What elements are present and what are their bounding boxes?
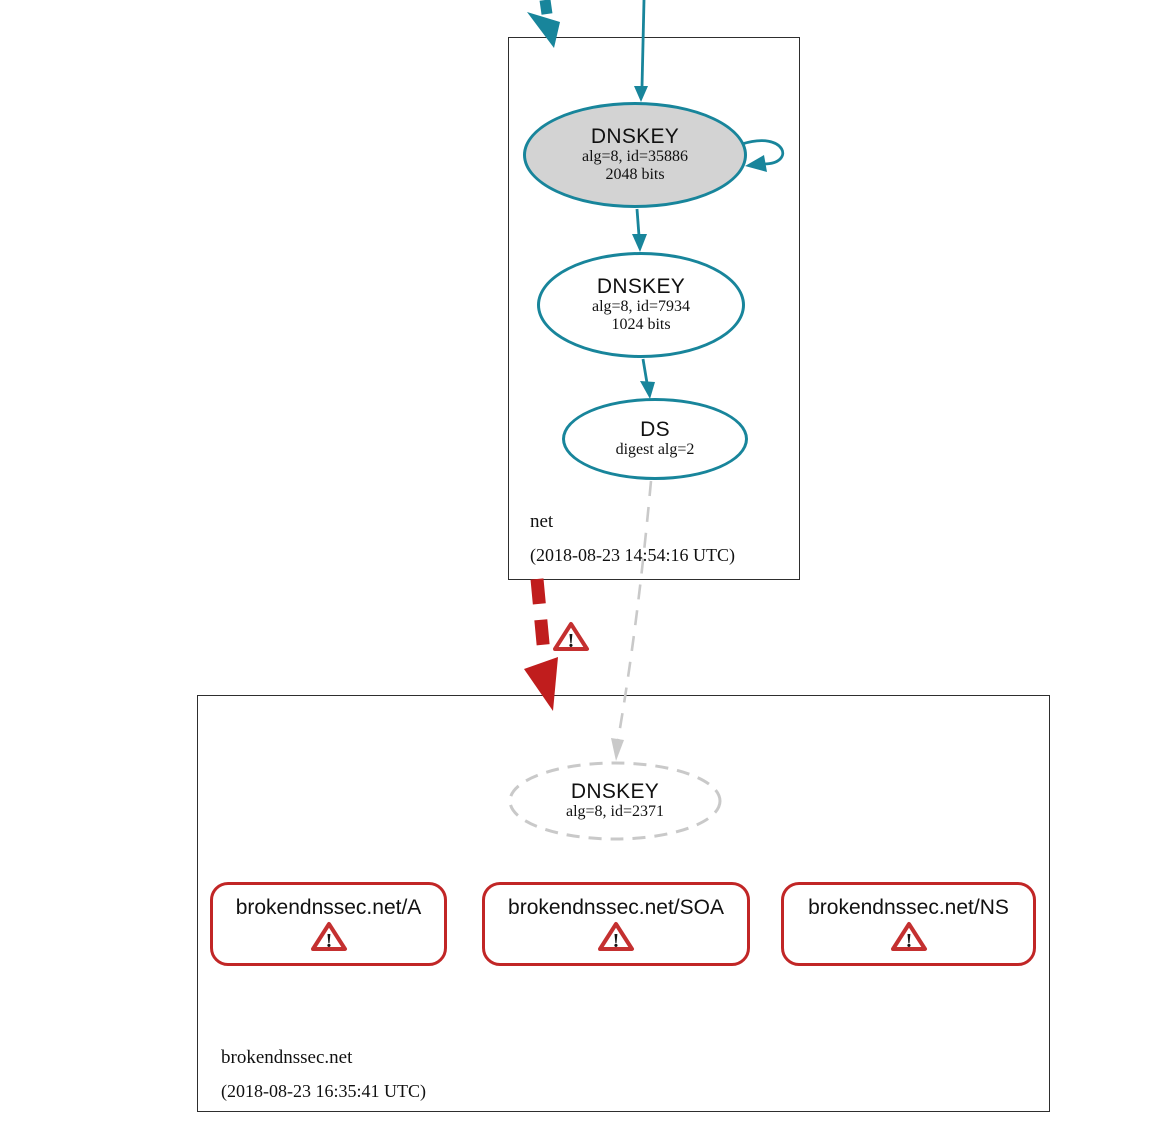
node-title: DNSKEY: [590, 125, 680, 149]
edge-zsk-to-ds-arrowhead: [640, 381, 655, 399]
edge-parent-thick-shaft: [545, 0, 547, 14]
warning-exclamation: !: [567, 630, 575, 652]
node-dnskey-zsk: [537, 252, 745, 358]
warning-icon: [309, 921, 349, 952]
warning-exclamation: !: [905, 930, 912, 952]
node-detail-bits: 1024 bits: [611, 316, 671, 334]
zone-timestamp-net: (2018-08-23 14:54:16 UTC): [530, 545, 735, 565]
edge-top-to-ksk: [642, 0, 644, 87]
zone-label-net: net: [530, 511, 554, 532]
warning-icon: [596, 921, 636, 952]
edge-ds-to-dnskey-arrowhead: [611, 738, 624, 761]
node-title: DS: [640, 418, 670, 442]
node-detail-alg: alg=8, id=35886: [581, 148, 689, 166]
edge-ds-to-dnskey-dashed: [618, 481, 651, 740]
edge-zsk-to-ds: [643, 359, 647, 383]
rrset-label: brokendnssec.net/A: [235, 896, 422, 919]
warning-icon: [552, 621, 590, 652]
rrset-ns: [781, 882, 1036, 966]
zone-timestamp-brokendnssec: (2018-08-23 16:35:41 UTC): [221, 1081, 426, 1101]
edge-delegation-bogus: [537, 579, 544, 654]
node-detail-bits: 2048 bits: [605, 166, 665, 184]
rrset-label: brokendnssec.net/SOA: [508, 896, 724, 919]
node-detail-alg: alg=8, id=2371: [565, 803, 665, 821]
edge-ksk-to-zsk-arrowhead: [632, 234, 647, 252]
node-ds: [562, 398, 748, 480]
node-dnskey-ksk: [523, 102, 747, 208]
rrset-label: brokendnssec.net/NS: [808, 896, 1009, 919]
warning-exclamation: !: [612, 930, 620, 952]
warning-icon: [889, 921, 929, 952]
edge-ksk-to-zsk: [637, 209, 639, 236]
node-dnskey-broken: [508, 761, 722, 841]
warning-exclamation: !: [325, 930, 332, 952]
node-title: DNSKEY: [570, 780, 660, 804]
rrset-soa: [482, 882, 750, 966]
edge-top-to-ksk-arrowhead: [634, 86, 648, 102]
rrset-a: [210, 882, 447, 966]
edge-parent-thick-arrowhead: [527, 12, 560, 48]
edge-ksk-self-loop-arrowhead: [745, 155, 767, 172]
node-detail-alg: alg=8, id=7934: [591, 298, 691, 316]
node-detail-digest: digest alg=2: [615, 441, 695, 459]
zone-label-brokendnssec: brokendnssec.net: [221, 1047, 353, 1068]
edge-delegation-bogus-arrowhead: [524, 657, 558, 711]
node-title: DNSKEY: [596, 275, 686, 299]
